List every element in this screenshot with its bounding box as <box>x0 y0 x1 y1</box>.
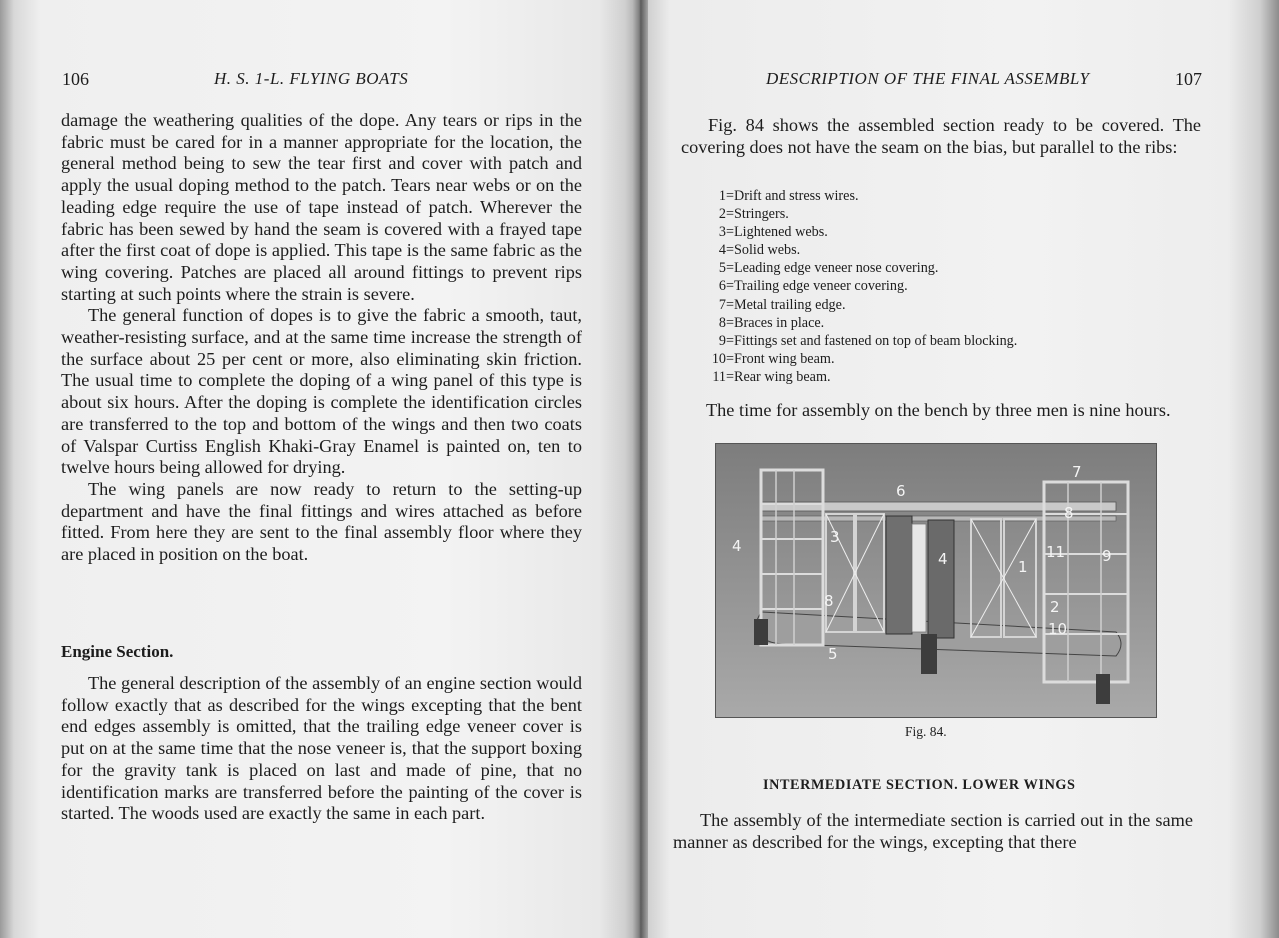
intro-paragraph: Fig. 84 shows the assembled section ready to be covered. The covering does not have the seam on the bias, but parallel to the ribs: <box>681 115 1201 157</box>
list-text: =Drift and stress wires. <box>726 188 859 204</box>
figure-84-photo <box>715 443 1157 718</box>
list-text: =Stringers. <box>726 206 789 223</box>
list-number: 11 <box>712 368 726 385</box>
book-spine <box>632 0 648 938</box>
list-item <box>700 332 1120 350</box>
figure-label: 2 <box>1050 598 1060 616</box>
assembly-time-note: The time for assembly on the bench by three men is nine hours. <box>706 400 1171 420</box>
figure-label: 11 <box>1046 543 1066 561</box>
list-item <box>700 296 1120 314</box>
list-text: =Fittings set and fastened on top of beam blocking. <box>726 332 1018 349</box>
list-text: =Lightened webs. <box>726 224 828 241</box>
list-item <box>700 205 1120 223</box>
engine-section-heading: Engine Section. <box>61 642 174 661</box>
list-item <box>700 187 1120 205</box>
list-number: 8 <box>718 314 726 331</box>
list-text: =Solid webs. <box>726 242 801 259</box>
right-running-head: DESCRIPTION OF THE FINAL ASSEMBLY <box>766 69 1090 88</box>
list-number: 2 <box>718 206 726 223</box>
figure-label: 5 <box>828 645 838 663</box>
left-body <box>61 110 582 566</box>
wing-section-illustration <box>716 444 1156 717</box>
paragraph-4: The general description of the assembly of an engine section would follow exactly that as described for the wings excepting that the bent end edges assembly is omitted, that the trailing edge veneer cover is put on at the same time that the nose veneer is, that the support boxing for the gravity tank is placed on last and made of pine, that no identification marks are transferred before the painting of the cover is started. The woods used are exactly the same in each part. <box>61 673 582 824</box>
figure-label: 4 <box>938 550 948 568</box>
figure-label: 9 <box>1102 547 1112 565</box>
closing-paragraph: The assembly of the intermediate section is carried out in the same manner as described for the wings, excepting that there <box>673 810 1193 852</box>
list-text: =Metal trailing edge. <box>726 296 846 313</box>
list-item <box>700 241 1120 259</box>
figure-label: 7 <box>1072 463 1082 481</box>
left-page-number: 106 <box>62 69 89 89</box>
figure-label: 4 <box>732 537 742 555</box>
figure-label: 6 <box>896 482 906 500</box>
intro-text <box>681 115 1201 158</box>
list-text: =Leading edge veneer nose covering. <box>726 260 939 277</box>
intermediate-section-title: INTERMEDIATE SECTION. LOWER WINGS <box>763 777 1076 793</box>
right-page-number: 107 <box>1175 69 1202 89</box>
list-item <box>700 368 1120 386</box>
figure-label: 1 <box>1018 558 1028 576</box>
list-item <box>700 314 1120 332</box>
figure-caption: Fig. 84. <box>905 724 947 739</box>
list-number: 9 <box>718 332 726 349</box>
paragraph-2: The general function of dopes is to give the fabric a smooth, taut, weather-resisting surface, and at the same time increase the strength of the surface about 25 per cent or more, also eliminating skin friction. The usual time to complete the doping of a wing panel of this type is about six hours. After the doping is complete the identification circles are transferred to the top and bottom of the wings and then two coats of Valspar Curtiss English Khaki-Gray Enamel is painted on, ten to twelve hours being allowed for drying. <box>61 305 582 478</box>
figure-label: 8 <box>824 592 834 610</box>
figure-label: 8 <box>1064 504 1074 522</box>
list-item <box>700 350 1120 368</box>
list-number: 7 <box>718 296 726 313</box>
list-item <box>700 259 1120 277</box>
closing-text <box>673 810 1193 853</box>
list-text: =Trailing edge veneer covering. <box>726 278 908 295</box>
figure-label: 10 <box>1048 620 1068 638</box>
list-number: 4 <box>718 242 726 259</box>
list-number: 1 <box>718 188 726 204</box>
parts-list <box>700 187 1120 386</box>
list-text: =Braces in place. <box>726 314 825 331</box>
list-number: 10 <box>711 350 726 367</box>
list-item <box>700 223 1120 241</box>
list-number: 6 <box>718 278 726 295</box>
figure-label: 3 <box>830 528 840 546</box>
paragraph-1: damage the weathering qualities of the dope. Any tears or rips in the fabric must be cared for in a manner appropriate for the location, the general method being to sew the tear first and cover with patch and apply the usual doping method to the patch. Tears near webs or on the leading edge require the use of tape instead of patch. Wherever the fabric has been sewed by hand the seam is covered with a frayed tape after the first coat of dope is applied. This tape is the same fabric as the wing covering. Patches are placed all around fittings to prevent rips starting at such points where the strain is severe. <box>61 110 582 304</box>
list-text: =Front wing beam. <box>726 350 835 367</box>
list-number: 5 <box>718 260 726 277</box>
engine-section-body <box>61 673 582 825</box>
left-running-head: H. S. 1-L. FLYING BOATS <box>214 69 409 88</box>
list-item <box>700 277 1120 295</box>
paragraph-3: The wing panels are now ready to return to the setting-up department and have the final fittings and wires attached as before fitted. From here they are sent to the final assembly floor where they are placed in position on the boat. <box>61 478 582 565</box>
list-text: =Rear wing beam. <box>726 368 831 385</box>
list-number: 3 <box>718 224 726 241</box>
